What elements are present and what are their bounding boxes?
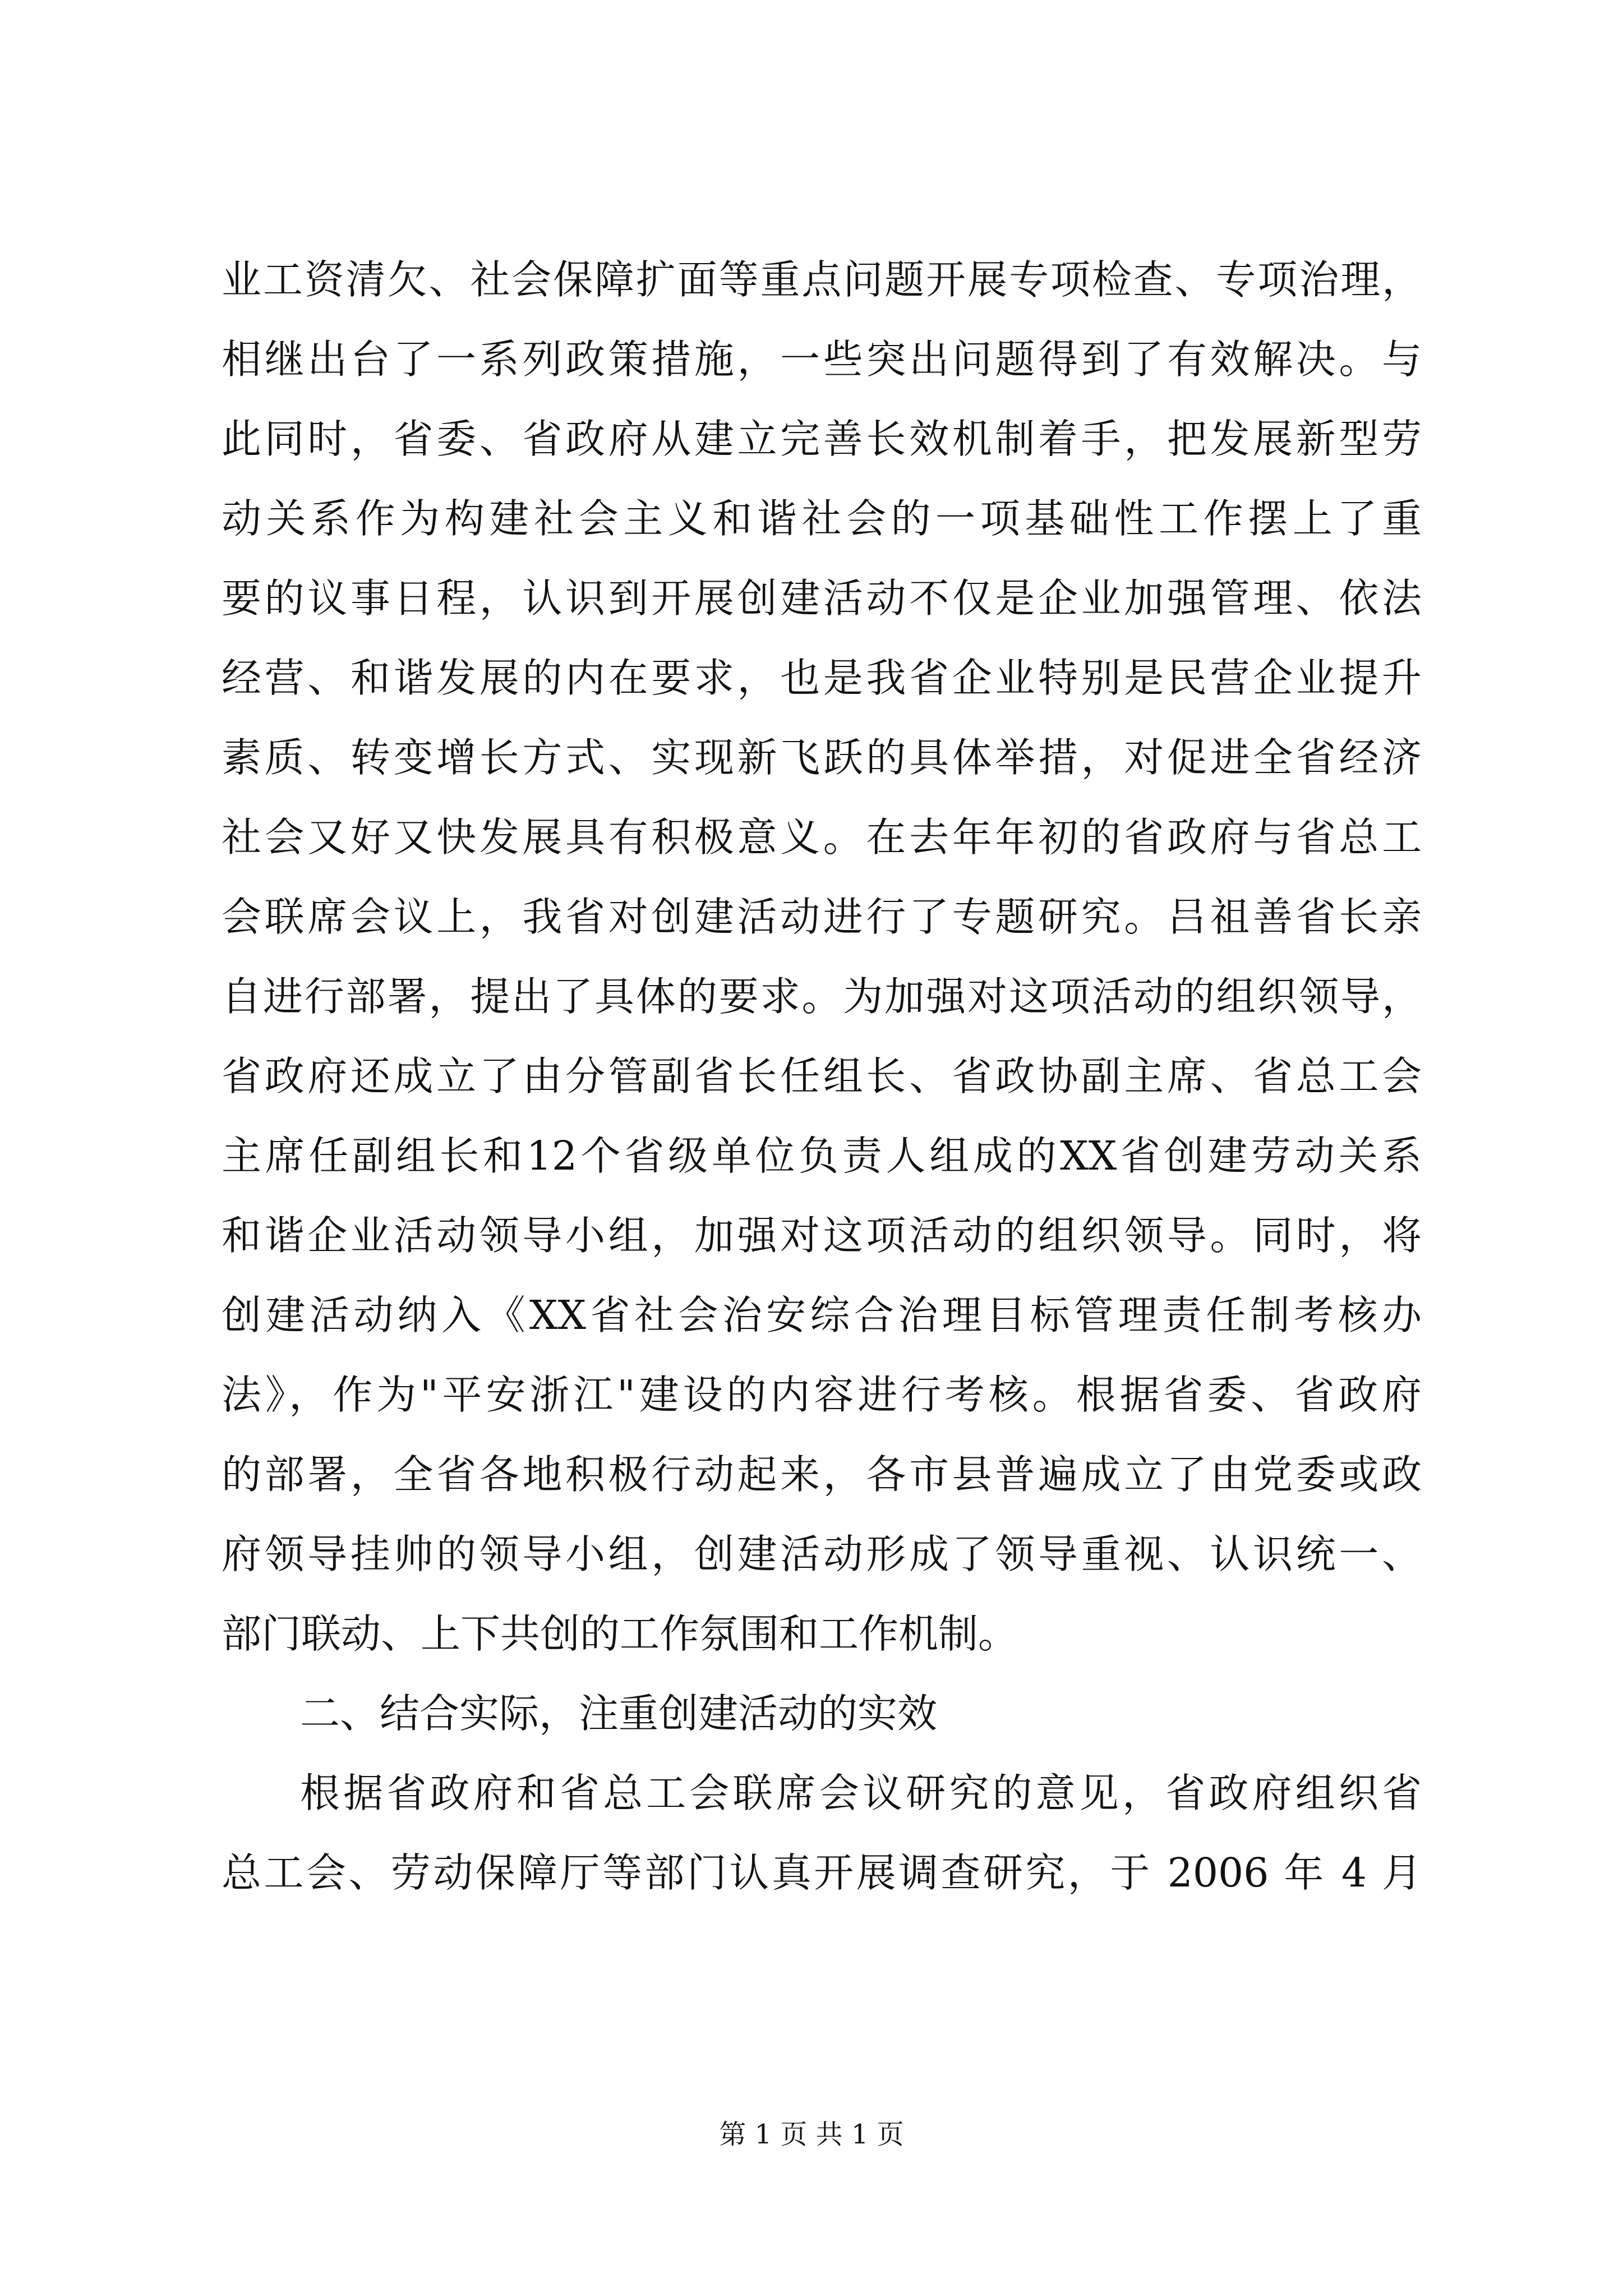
- text-line: 法》，作为"平安浙江"建设的内容进行考核。根据省委、省政府: [222, 1372, 1422, 1418]
- text-line: 社会又好又快发展具有积极意义。在去年年初的省政府与省总工: [222, 814, 1422, 861]
- text-line: 要的议事日程，认识到开展创建活动不仅是企业加强管理、依法: [222, 575, 1422, 622]
- page-number-footer: 第 1 页 共 1 页: [719, 2119, 904, 2150]
- document-body: [222, 240, 1422, 1913]
- section-heading: 二、结合实际，注重创建活动的实效: [300, 1690, 938, 1737]
- text-line: 和谐企业活动领导小组，加强对这项活动的组织领导。同时，将: [222, 1212, 1422, 1259]
- text-line: 会联席会议上，我省对创建活动进行了专题研究。吕祖善省长亲: [222, 894, 1422, 940]
- text-line: 主席任副组长和12个省级单位负责人组成的XX省创建劳动关系: [222, 1133, 1422, 1179]
- text-line: 府领导挂帅的领导小组，创建活动形成了领导重视、认识统一、: [222, 1531, 1422, 1577]
- text-line: 素质、转变增长方式、实现新飞跃的具体举措，对促进全省经济: [222, 734, 1422, 781]
- text-line: 省政府还成立了由分管副省长任组长、省政协副主席、省总工会: [222, 1053, 1422, 1099]
- text-line: 经营、和谐发展的内在要求，也是我省企业特别是民营企业提升: [222, 655, 1422, 701]
- text-line: 此同时，省委、省政府从建立完善长效机制着手，把发展新型劳: [222, 416, 1422, 462]
- text-line: 根据省政府和省总工会联席会议研究的意见，省政府组织省: [300, 1770, 1422, 1816]
- text-line: 自进行部署，提出了具体的要求。为加强对这项活动的组织领导，: [222, 973, 1422, 1020]
- text-line: 相继出台了一系列政策措施，一些突出问题得到了有效解决。与: [222, 336, 1422, 383]
- text-line: 部门联动、上下共创的工作氛围和工作机制。: [222, 1611, 1018, 1657]
- text-line: 创建活动纳入《XX省社会治安综合治理目标管理责任制考核办: [222, 1292, 1422, 1338]
- text-line: 业工资清欠、社会保障扩面等重点问题开展专项检查、专项治理，: [222, 256, 1422, 303]
- text-line: 动关系作为构建社会主义和谐社会的一项基础性工作摆上了重: [222, 495, 1422, 542]
- text-line: 的部署，全省各地积极行动起来，各市县普遍成立了由党委或政: [222, 1451, 1422, 1498]
- text-line: 总工会、劳动保障厅等部门认真开展调查研究，于 2006 年 4 月: [222, 1849, 1422, 1896]
